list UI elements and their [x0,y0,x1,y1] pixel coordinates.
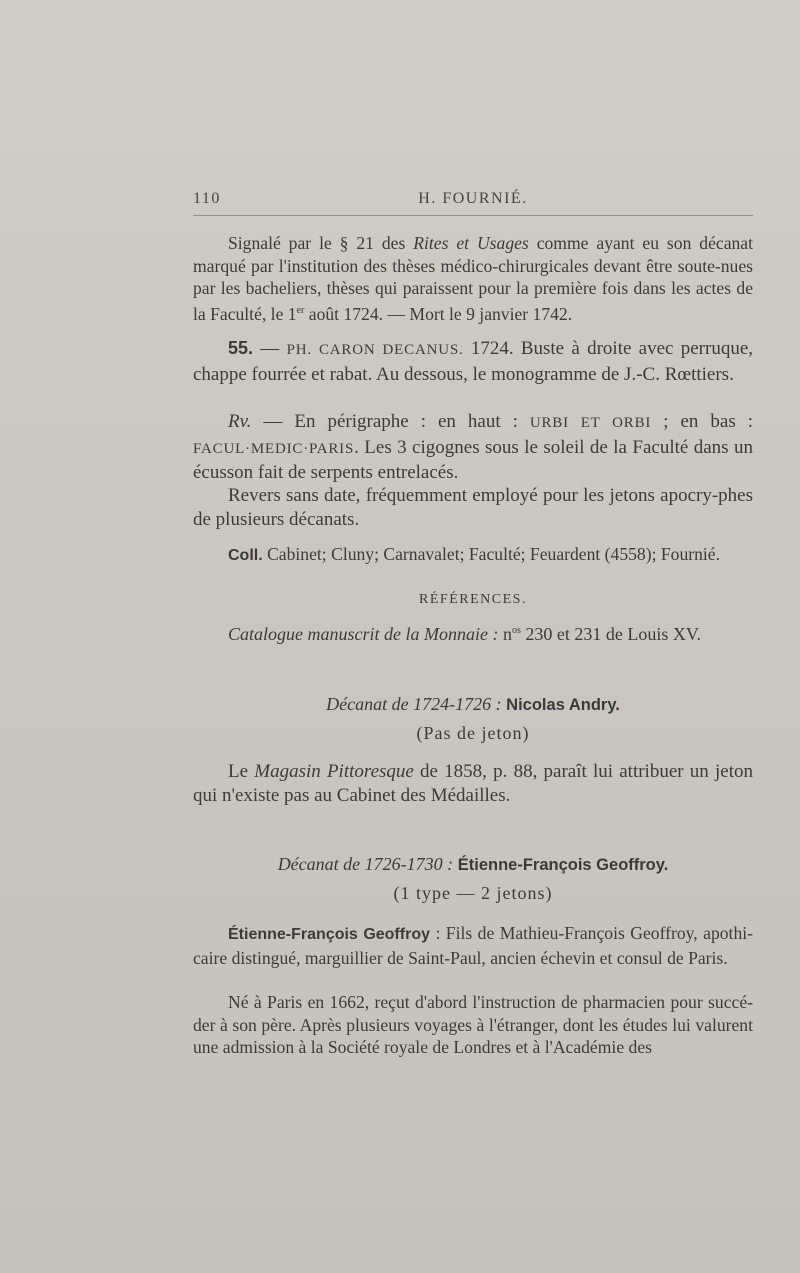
rv-text-a: — En périgraphe : en haut : [251,411,530,432]
decanat-geoffroy-name: Étienne-François Geoffroy. [453,856,669,874]
para1-text-c: comme ayant eu son décanat marqué par l'institution des thèses médico-chirurgicales devant être soute-nues par les bacheliers, thèses qui paraissent pour la première fois dans les actes de la Faculté, le 1 [193,233,753,324]
references-heading: RÉFÉRENCES. [419,592,527,607]
decanat-geoffroy [193,852,753,905]
running-title: H. FOURNIÉ. [418,190,528,207]
magasin-text-a: Le [228,761,255,782]
header-rule [193,215,753,216]
magasin-text-b: de 1858, p. 88, paraît lui attribuer un jeton qui n'existe pas au Cabinet des Médailles. [193,761,753,806]
rv-legend-top: URBI ET ORBI [529,415,652,431]
magasin-paragraph [193,760,753,807]
decanat-andry-title [193,692,753,717]
geoffroy-name: Étienne-François Geoffroy [228,926,430,943]
rv-text-c: . Les 3 cigognes sous le soleil de la Faculté dans un écusson fait de serpents entrelacés. [193,436,753,483]
revers-note: Revers sans date, fréquemment employé pour les jetons apocry-phes de plusieurs décanats. [193,485,753,530]
decanat-andry [193,692,753,745]
para1-text-d: août 1724. — Mort le 9 janvier 1742. [304,303,573,324]
rv-text-b: ; en bas : [651,411,753,432]
entry-legend: PH. CARON DECANUS. [286,342,464,358]
decanat-geoffroy-title [193,852,753,877]
references-text-b: 230 et 231 de Louis XV. [520,624,702,644]
rv-label: Rv. [228,411,252,432]
entry-number: 55. [228,338,254,358]
decanat-andry-name: Nicolas Andry. [501,696,620,714]
references-text [193,620,753,646]
page-header [193,190,753,214]
page-number: 110 [193,190,221,207]
entry-dash: — [253,338,287,359]
para1-italic: Rites et Usages [413,233,529,253]
reverse-description [193,410,753,485]
coll-label: Coll. [228,547,263,564]
decanat-geoffroy-sub: (1 type — 2 jetons) [393,883,553,903]
geoffroy-bio [193,922,753,969]
para1-text-a: Signalé par le § 21 des [228,233,414,253]
geoffroy-birth: Né à Paris en 1662, reçut d'abord l'instruction de pharmacien pour succé-der à son père. Après plusieurs voyages à l'étranger, dont les études lui valurent une admission à la Société royale de Londres et à l'Académie des [193,992,753,1057]
references-italic: Catalogue manuscrit de la Monnaie : [228,624,499,644]
decanat-andry-sub: (Pas de jeton) [416,723,530,743]
collections [193,543,753,568]
decanat-geoffroy-dates: Décanat de 1726-1730 : [277,854,454,874]
entry-description: 1724. Buste à droite avec perruque, chappe fourrée et rabat. Au dessous, le monogramme de J.-C. Rœttiers. [193,338,754,385]
paragraph-signale [193,232,753,325]
decanat-andry-dates: Décanat de 1724-1726 : [326,694,502,714]
geoffroy-text: : Fils de Mathieu-François Geoffroy, apothi-caire distingué, marguillier de Saint-Paul, ancien échevin et consul de Paris. [193,923,753,968]
para1-sup: er [296,304,305,316]
magasin-italic: Magasin Pittoresque [254,761,414,782]
references-text-a: n [498,624,512,644]
references-sup: os [511,625,521,636]
coll-text: Cabinet; Cluny; Carnavalet; Faculté; Feuardent (4558); Fournié. [262,544,721,564]
entry-55 [193,337,753,386]
rv-legend-bottom: FACUL·MEDIC·PARIS [193,440,355,457]
